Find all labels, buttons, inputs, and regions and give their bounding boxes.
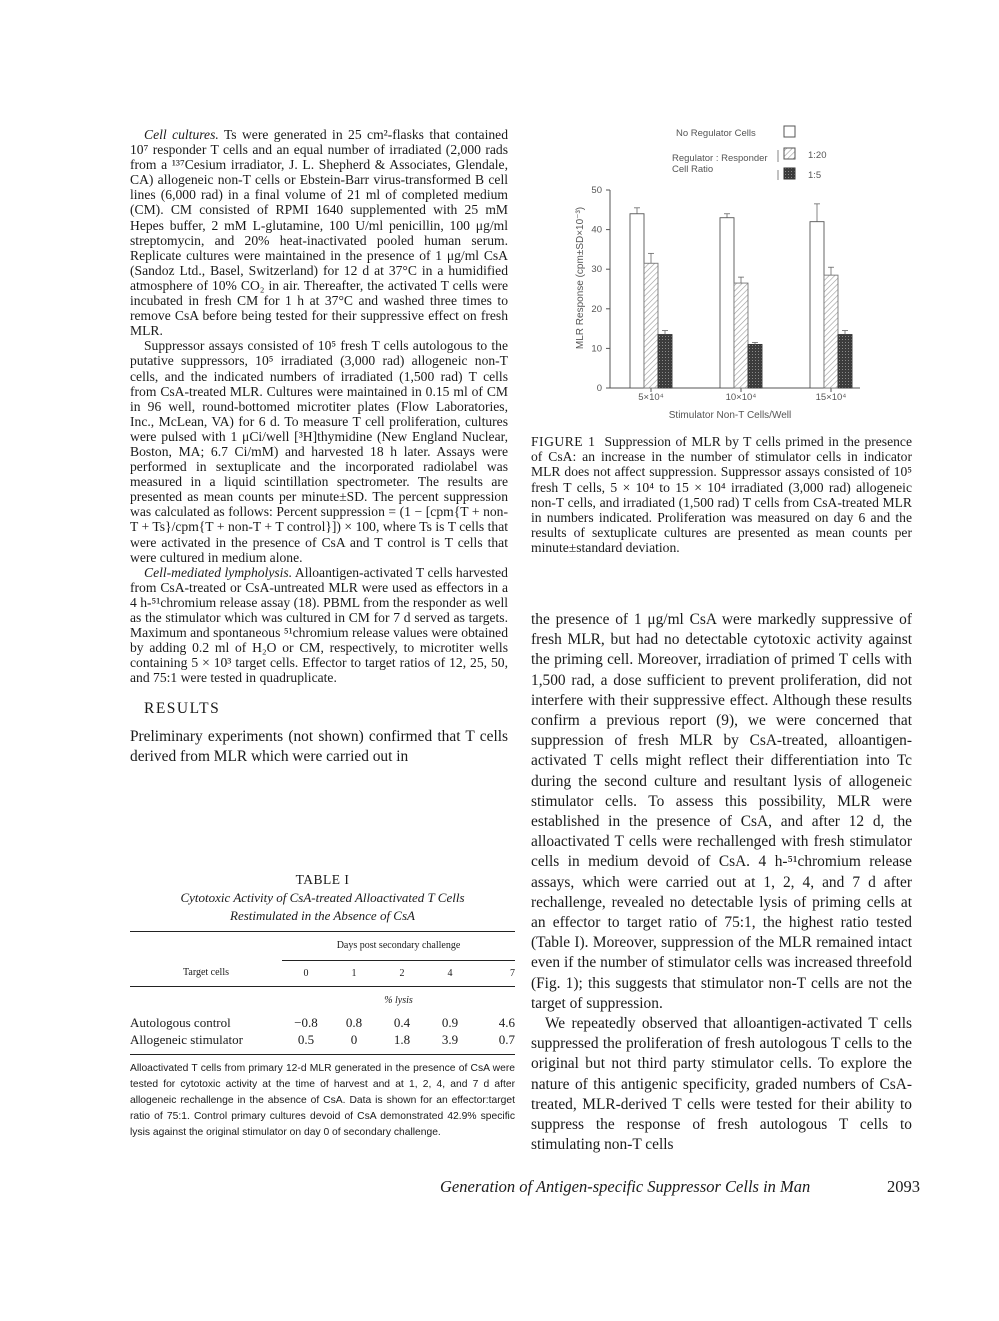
bar-no-regulator	[720, 218, 734, 388]
y-axis-label: MLR Response (cpm±SD×10⁻³)	[575, 206, 586, 350]
table-caption-line1: Cytotoxic Activity of CsA-treated Alloactivated T Cells	[180, 890, 465, 905]
table-row	[130, 1015, 515, 1032]
bar-ratio-1-20	[644, 263, 658, 388]
paragraph-results: Preliminary experiments (not shown) confirmed that T cells derived from MLR which were carried out in	[130, 727, 508, 765]
table-day-header: 2	[399, 967, 405, 979]
table-row	[130, 1032, 515, 1049]
legend-swatch-dark	[784, 168, 795, 179]
legend-no-regulator: No Regulator Cells	[676, 128, 756, 139]
table-cell: 1.8	[393, 1032, 411, 1047]
table-cell: −0.8	[294, 1015, 318, 1030]
legend-swatch-open	[784, 126, 795, 137]
x-tick-label: 10×10⁴	[725, 392, 757, 403]
legend-swatch-hatched	[784, 148, 795, 159]
x-tick-label: 15×10⁴	[815, 392, 847, 403]
figure-caption-text: Suppression of MLR by T cells primed in the presence of CsA: an increase in the number of stimulator cells in indicator MLR does not affect suppression. Suppressor assays consisted of 10⁵ fresh T cells, 5 × 10⁴ to 15 × 10⁴ irradiated (3,000 rad) allogeneic non-T cells, and irradiated (1,500 rad) T cells from CsA-treated MLR in numbers indicated. Proliferation was measured on day 6 and the results of sextuplicate cultures are presented as mean counts per minute±standard deviation.	[531, 434, 912, 556]
table-cell: 0	[350, 1032, 358, 1047]
table-day-header: 0	[303, 967, 309, 979]
table-row-header: Target cells	[182, 967, 230, 979]
bar-ratio-1-5	[748, 344, 762, 388]
table-caption-line2: Restimulated in the Absence of CsA	[230, 908, 415, 923]
table-1	[130, 872, 515, 1141]
y-tick-label: 20	[591, 303, 602, 315]
right-column	[531, 610, 912, 1155]
paragraph-cell-cultures	[130, 127, 508, 338]
page-number: 2093	[887, 1177, 920, 1196]
paragraph-suppressor-assays: Suppressor assays consisted of 10⁵ fresh T cells autologous to the putative suppressors, 10⁵ irradiated (3,000 rad) allogeneic non-T cells, and the indicated numbers of irradiated (1,500 rad) T cells from CsA-treated MLR. Cultures were maintained in 0.15 ml of CM in 96 well, round-bottomed microtiter plates (Flow Laboratories, Inc., McLean, VA) for 6 d. To measure T cell proliferation, cultures were pulsed with 1 μCi/well [³H]thymidine (New England Nuclear, Boston, MA; 6.7 Ci/mM) and harvested 18 h later. Assays were performed in sextuplicate and the incorporated radiolabel was measured in a liquid scintillation spectrometer. The results are presented as mean counts per minute±SD. The percent suppression was calculated as follows: Percent suppression = (1 − [cpm{T + non-T + Ts}/cpm{T + non-T + T control}]) × 100, where Ts is T cells that were activated in the presence of CsA and T control is T cells that were cultured in medium alone.	[130, 338, 508, 565]
table-day-header: 4	[447, 967, 453, 979]
paragraph-right-1: the presence of 1 μg/ml CsA were markedly suppressive of fresh MLR, but had no detectable cytotoxic activity against the priming cell. Moreover, irradiation of primed T cells with 1,500 rad, a dose sufficient to prevent proliferation, did not interfere with their suppressive effect. Although these results confirm a previous report (9), we were concerned that suppression of fresh MLR by CsA-treated, alloantigen-activated T cells might reflect their differentiation into Tc during the second culture and resultant lysis of allogeneic stimulator cells. To assess this possibility, MLR were established in the presence of CsA, and after 12 d, the alloactivated T cells were rechallenged with fresh stimulator cells in medium devoid of CsA. 4 h-⁵¹chromium release assays, which were carried out at 1, 2, 4, and 7 d after rechallenge, revealed no detectable lysis of priming cells at an effector to target ratio of 75:1, the highest ratio tested (Table I). Moreover, suppression of the MLR remained intact even if the number of stimulator cells was increased threefold (Fig. 1); this suggests that stimulator non-T cells are not the target of suppression.	[531, 611, 912, 1012]
table-cell: 0.5	[297, 1032, 315, 1047]
figure-1-caption	[531, 434, 912, 556]
running-title: Generation of Antigen-specific Suppressor Cells in Man	[440, 1177, 811, 1196]
legend-ratio-title: Regulator : Responder	[672, 153, 768, 164]
table-cell: 0.4	[393, 1015, 411, 1030]
results-heading: RESULTS	[144, 700, 221, 718]
figure-label: FIGURE 1	[531, 434, 596, 449]
table-spanner: Days post secondary challenge	[282, 932, 515, 960]
left-column	[130, 127, 508, 767]
y-tick-label: 50	[591, 185, 602, 196]
table-unit: % lysis	[384, 995, 413, 1006]
text-cell-cultures: Ts were generated in 25 cm²-flasks that contained 10⁷ responder T cells and an equal number of irradiated (2,000 rads from a ¹³⁷Cesium irradiator, J. L. Shepherd & Associates, Glendale, CA) allogeneic non-T cells or Ebstein-Barr virus-transformed B cell lines (6,000 rad) in a final volume of 21 ml of completed medium (CM). CM consisted of RPMI 1640 supplemented with 25 mM Hepes buffer, 2 mM L-glutamine, 100 U/ml penicillin, 100 μg/ml streptomycin, and 20% heat-inactivated pooled human serum. Replicate cultures were maintained in the presence of 1 μg/ml CsA (Sandoz Ltd., Basel, Switzerland) for 12 d at 37°C in a humidified atmosphere of 10% CO₂ in air. Thereafter, the activated T cells were incubated in fresh CM for 1 h at 37°C and washed three times to remove CsA before being tested for their suppressive effect on fresh MLR.	[130, 127, 508, 339]
chart-bars	[630, 204, 852, 388]
runin-cell-cultures: Cell cultures.	[144, 127, 219, 142]
y-tick-label: 0	[596, 383, 602, 394]
table-cell: 3.9	[441, 1032, 459, 1047]
table-footnote: Alloactivated T cells from primary 12-d MLR generated in the presence of CsA were tested for cytotoxic activity at the time of harvest and at 1, 2, 4, and 7 d after allogeneic rechallenge in the absence of CsA. Data is shown for an effector:target ratio of 75:1. Control primary cultures devoid of CsA demonstrated 42.9% specific lysis against the original stimulator on day 0 of secondary challenge.	[130, 1062, 515, 1138]
bar-ratio-1-5	[838, 335, 852, 388]
table-day-header: 7	[510, 967, 515, 979]
legend-ratio-title-2: Cell Ratio	[672, 164, 714, 175]
text-cml: Alloantigen-activated T cells harvested from CsA-treated or CsA-untreated MLR were used as effectors in a 4 h-⁵¹chromium release assay (18). PBML from the responder as well as the stimulator which was cultured in CM for 7 d served as targets. Maximum and spontaneous ⁵¹chromium release values were obtained by adding 0.2 ml of H₂O or CM, respectively, to microtiter wells containing 5 × 10³ target cells. Effector to target ratios of 12, 25, 50, and 75:1 were tested in quadruplicate.	[130, 564, 508, 686]
runin-cml: Cell-mediated lympholysis.	[144, 564, 293, 580]
table-cell: 4.6	[498, 1015, 515, 1030]
y-tick-label: 10	[591, 343, 602, 355]
bar-ratio-1-20	[824, 275, 838, 388]
legend-ratio-1-5: 1:5	[808, 170, 822, 181]
y-tick-label: 30	[591, 264, 602, 276]
table-bottom-rule	[130, 1054, 515, 1055]
bar-no-regulator	[630, 214, 644, 388]
chart-legend	[672, 126, 827, 181]
table-grid	[130, 932, 515, 1049]
y-tick-label: 40	[591, 224, 602, 236]
legend-ratio-1-20: 1:20	[808, 150, 827, 161]
table-day-header: 1	[351, 967, 357, 979]
row-label: Allogeneic stimulator	[130, 1032, 244, 1047]
paragraph-right-2: We repeatedly observed that alloantigen-activated T cells suppressed the proliferation of fresh autologous T cells to the original but not third party stimulator cells. To explore the nature of this antigenic specificity, graded numbers of CsA-treated, MLR-derived T cells were tested for their ability to suppress the response of fresh autologous T cells to stimulating non-T cells	[531, 1015, 912, 1154]
figure-1-chart	[560, 120, 940, 420]
x-tick-label: 5×10⁴	[638, 392, 664, 403]
paragraph-cml	[130, 565, 508, 686]
bar-ratio-1-20	[734, 283, 748, 388]
bar-ratio-1-5	[658, 335, 672, 388]
table-title: TABLE I	[295, 872, 350, 887]
bar-no-regulator	[810, 222, 824, 388]
table-cell: 0.8	[345, 1015, 363, 1030]
table-cell: 0.9	[441, 1015, 459, 1030]
table-cell: 0.7	[498, 1032, 515, 1047]
x-axis-label: Stimulator Non-T Cells/Well	[668, 410, 792, 420]
row-label: Autologous control	[130, 1015, 231, 1030]
